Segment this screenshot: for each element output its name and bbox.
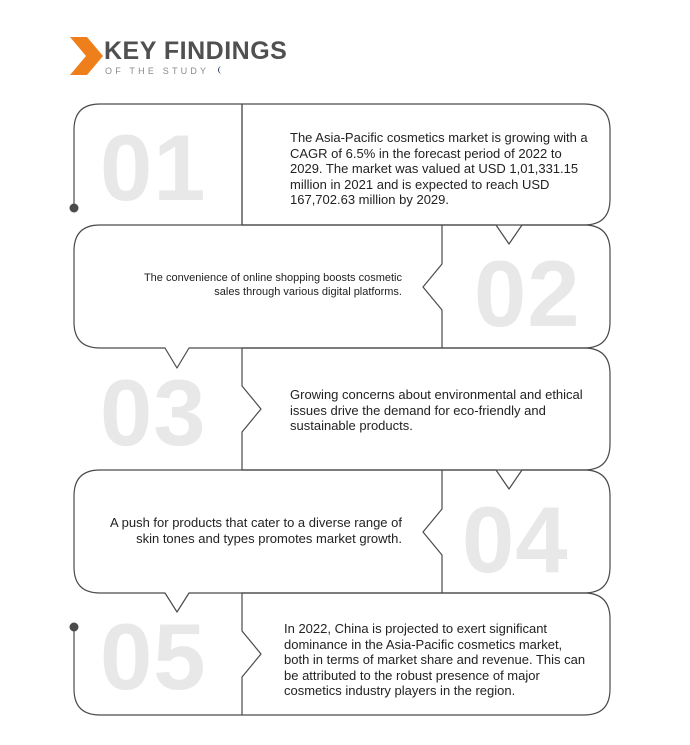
finding-number-05: 05 (100, 604, 207, 709)
finding-text-01: The Asia-Pacific cosmetics market is growing with a CAGR of 6.5% in the forecast period of 2022 to 2029. The market was valued at USD 1,01,331.15 million in 2021 and is expected to reach USD 167,702.63 million by 2029. (290, 130, 588, 208)
finding-number-03: 03 (100, 360, 207, 465)
finding-text-03: Growing concerns about environmental and ethical issues drive the demand for eco-friendly and sustainable products. (290, 387, 583, 434)
finding-number-02: 02 (474, 241, 581, 346)
page-title: KEY FINDINGS (104, 37, 288, 65)
finding-number-04: 04 (462, 487, 569, 592)
page-subtitle: OF THE STUDY (105, 66, 210, 76)
flow-start-dot (70, 204, 79, 213)
finding-text-05: In 2022, China is projected to exert significant dominance in the Asia-Pacific cosmetics market, both in terms of market share and revenue. This can be attributed to the robust presence of major cosmetics industry players in the region. (284, 621, 586, 699)
finding-text-04: A push for products that cater to a diverse range of skin tones and types promotes market growth. (110, 515, 402, 546)
flow-end-dot (70, 623, 79, 632)
finding-text-02: The convenience of online shopping boosts cosmetic sales through various digital platforms. (143, 272, 402, 298)
finding-number-01: 01 (100, 115, 207, 220)
